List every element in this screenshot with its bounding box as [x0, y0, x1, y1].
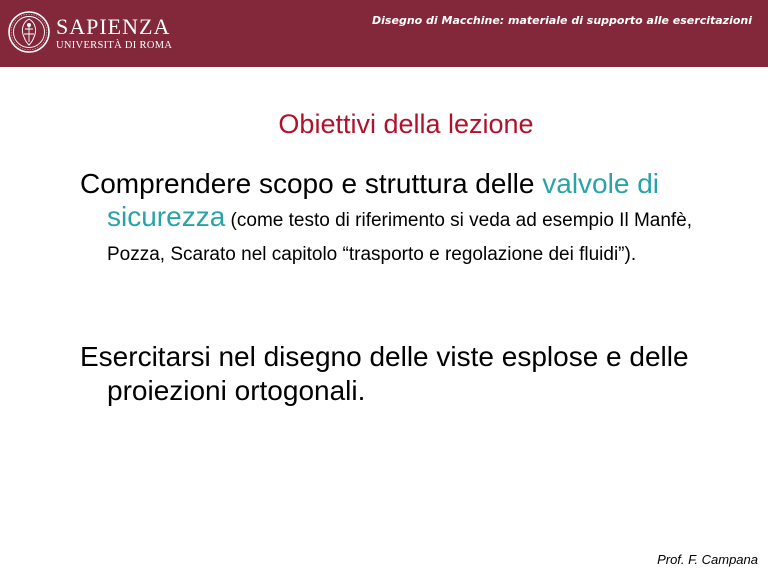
course-title: Disegno di Macchine: materiale di supporto alle esercitazioni — [372, 14, 752, 27]
header-bar — [0, 0, 768, 67]
logo-subtitle: UNIVERSITÀ DI ROMA — [56, 40, 173, 51]
bullet-objective-valves — [80, 167, 747, 268]
slide-title: Obiettivi della lezione — [278, 109, 534, 139]
bullet1-reference-note: (come testo di riferimento si veda ad esempio Il Manfè, Pozza, Scarato nel capitolo “trasporto e regolazione dei fluidi”). — [107, 210, 693, 265]
logo-wordmark: SAPIENZA — [56, 14, 171, 39]
sapienza-seal-icon — [8, 11, 50, 53]
bullet1-text: Comprendere scopo e struttura delle — [80, 168, 543, 199]
footer-author: Prof. F. Campana — [657, 552, 758, 567]
bullet1-highlight: valvole di sicurezza — [107, 168, 659, 232]
bullet-objective-drawing: Esercitarsi nel disegno delle viste esplose e delle proiezioni ortogonali. — [80, 341, 689, 406]
